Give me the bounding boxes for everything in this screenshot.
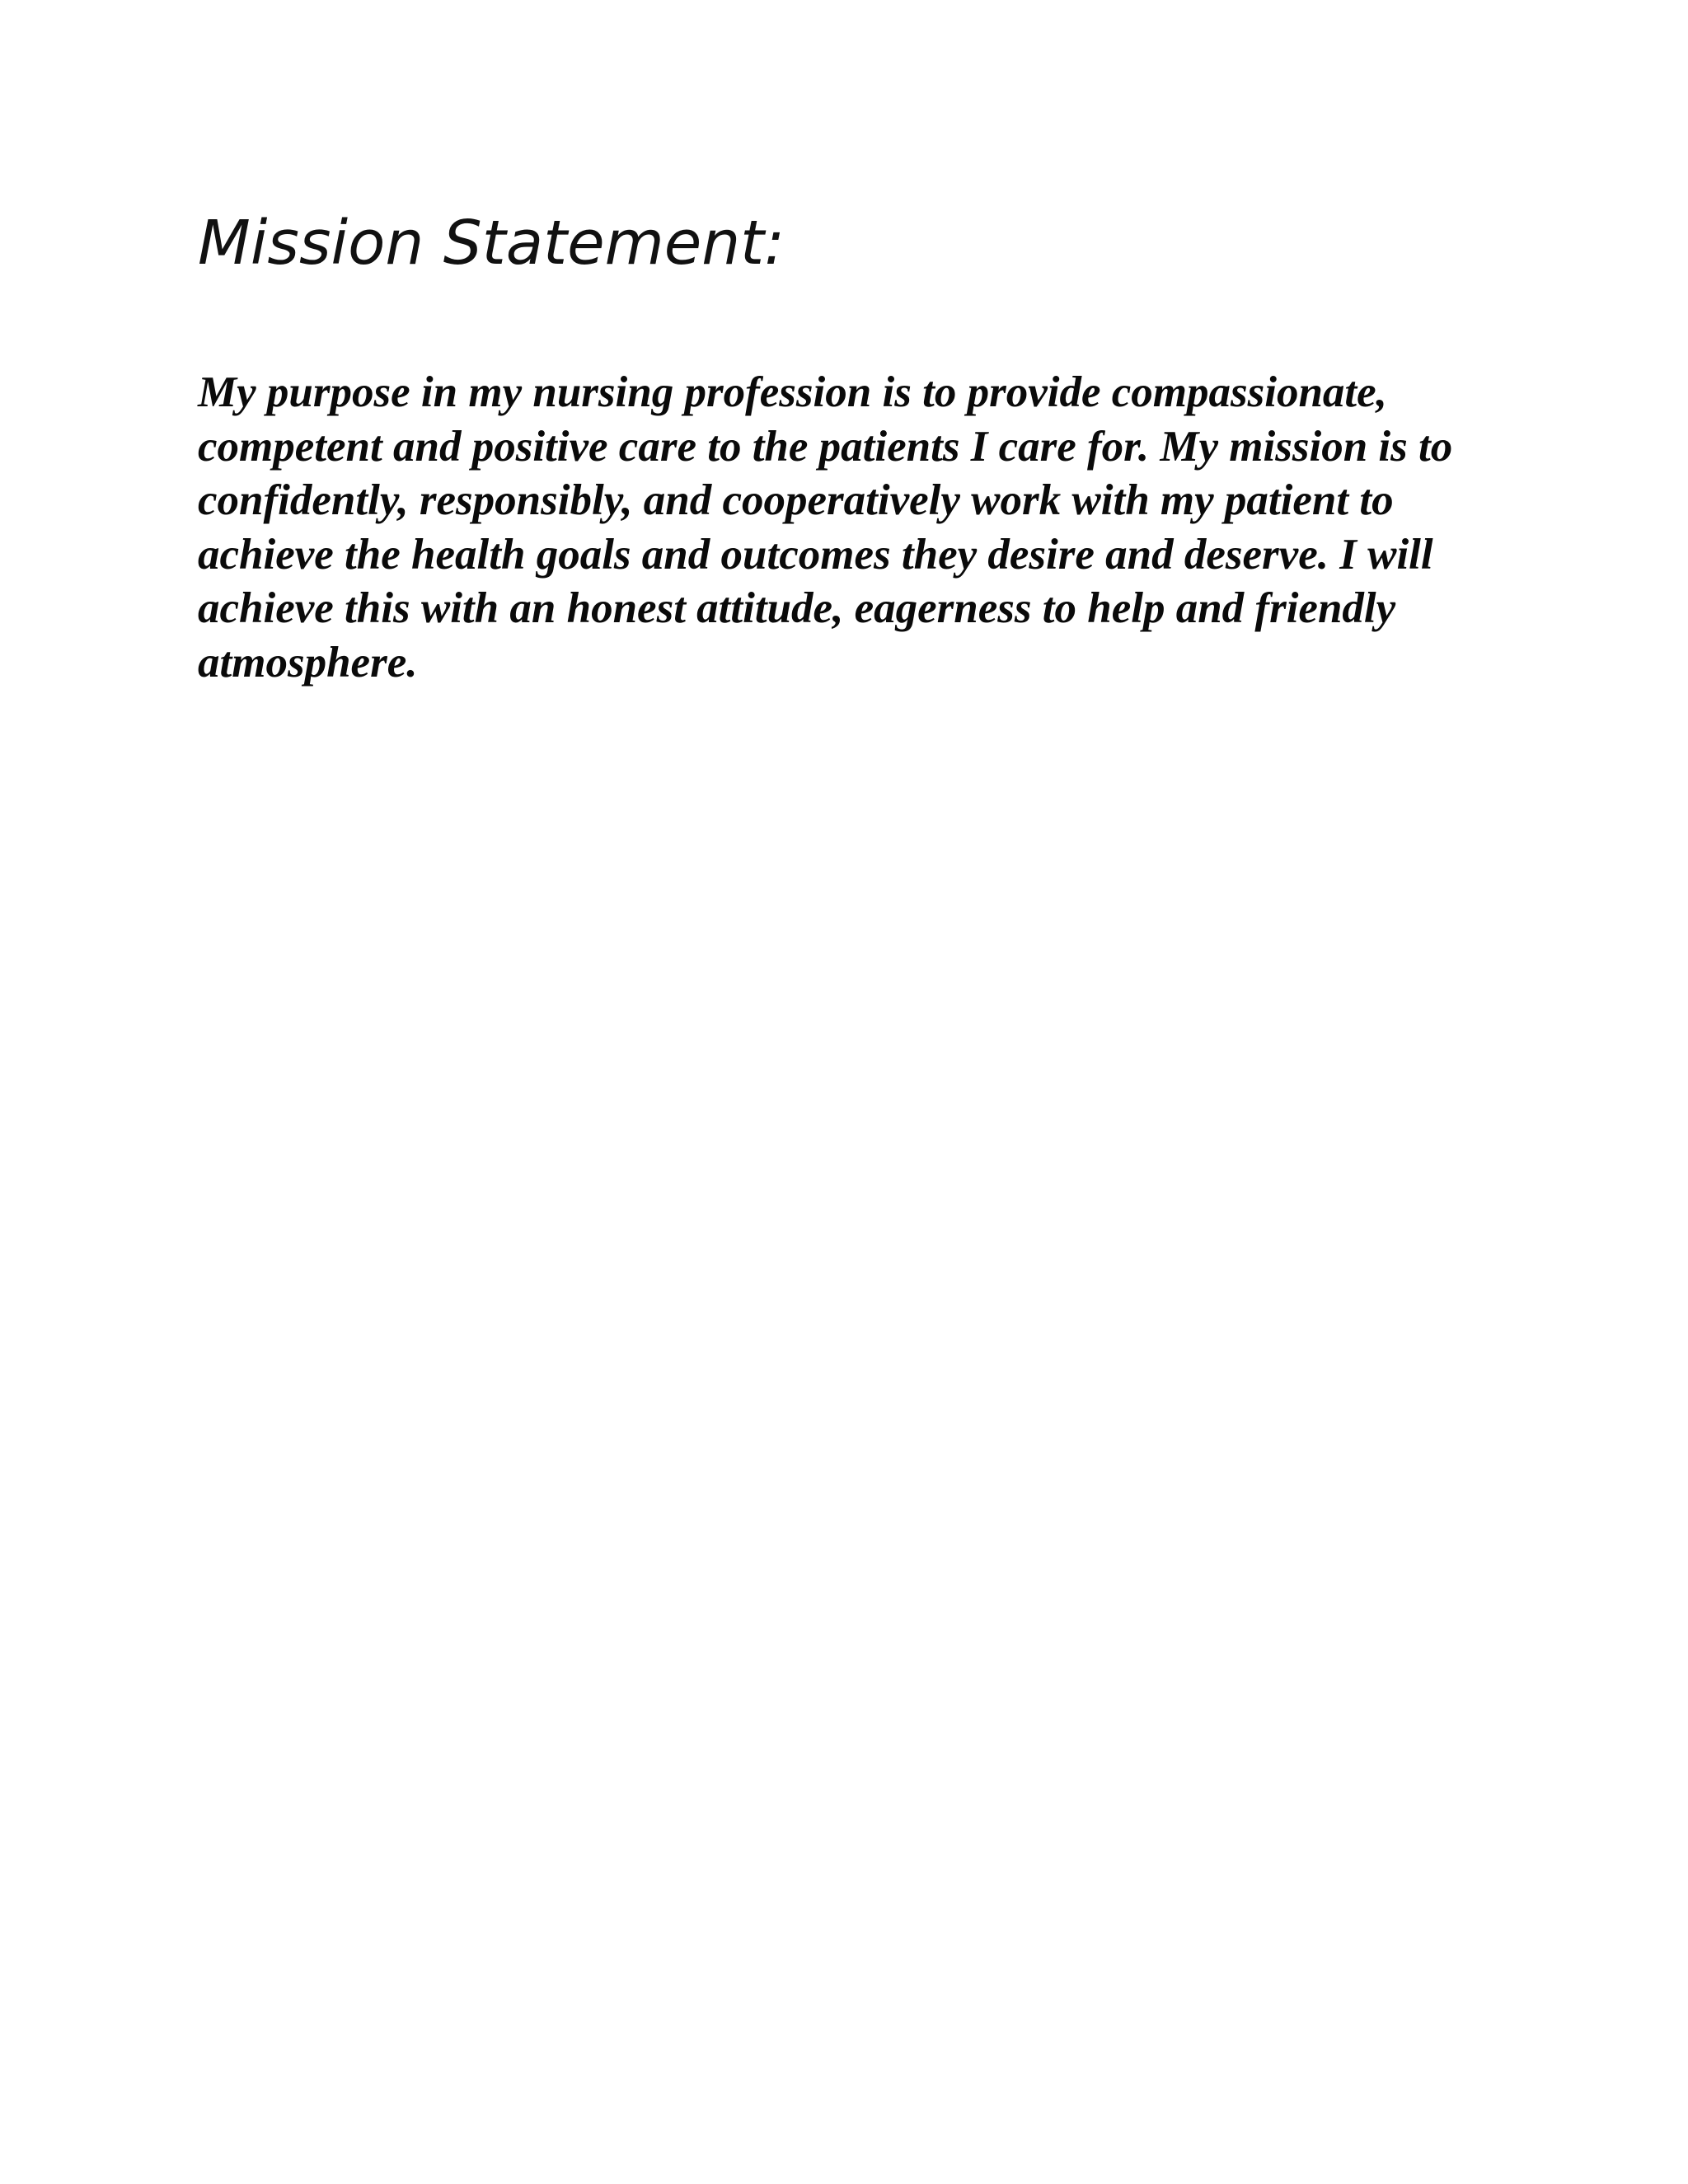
paragraph-line: achieve this with an honest attitude, eagerness to help and friendly — [198, 584, 1396, 632]
mission-paragraph — [198, 366, 1533, 690]
paragraph-line: My purpose in my nursing profession is to provide compassionate, — [198, 368, 1387, 416]
paragraph-line: confidently, responsibly, and cooperatively work with my patient to — [198, 476, 1394, 524]
page-title: Mission Statement: — [198, 208, 785, 279]
paragraph-line: achieve the health goals and outcomes they desire and deserve. I will — [198, 530, 1433, 579]
paragraph-line: competent and positive care to the patients I care for. My mission is to — [198, 422, 1453, 471]
paragraph-line: atmosphere. — [198, 638, 418, 687]
